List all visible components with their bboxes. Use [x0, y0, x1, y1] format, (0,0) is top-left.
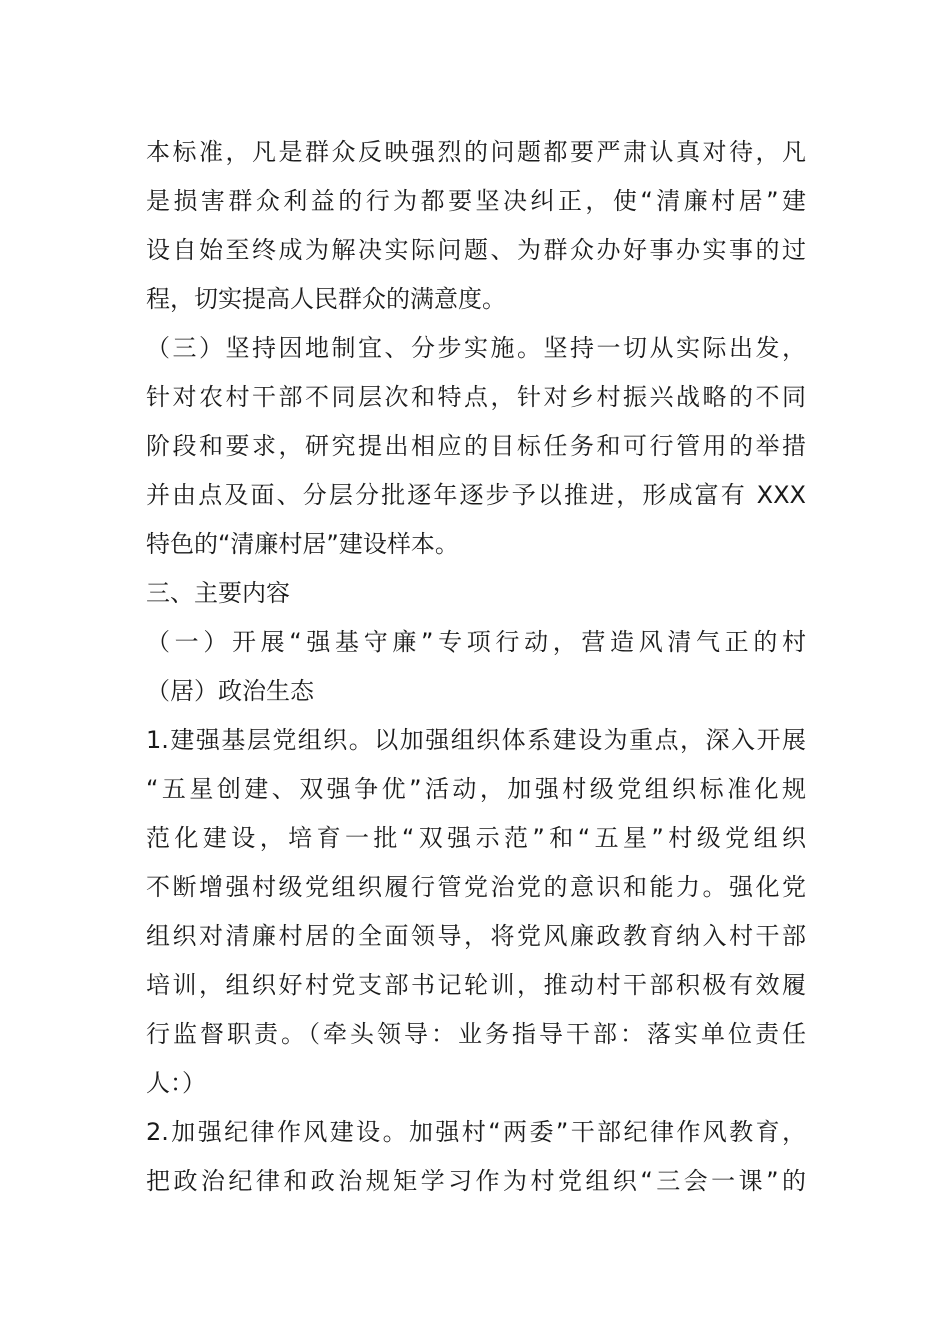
text-line: 针对农村干部不同层次和特点，针对乡村振兴战略的不同: [146, 383, 806, 411]
text-line: 阶段和要求，研究提出相应的目标任务和可行管用的举措: [146, 432, 806, 460]
text-line: （一）开展“强基守廉”专项行动，营造风清气正的村: [146, 628, 806, 656]
text-line: 并由点及面、分层分批逐年逐步予以推进，形成富有 XXX: [146, 481, 806, 509]
text-line: 把政治纪律和政治规矩学习作为村党组织“三会一课”的: [146, 1167, 806, 1195]
text-line: 不断增强村级党组织履行管党治党的意识和能力。强化党: [146, 873, 806, 901]
text-line: 程，切实提高人民群众的满意度。: [146, 285, 506, 313]
text-line: （居）政治生态: [146, 677, 314, 705]
text-line: 1.建强基层党组织。以加强组织体系建设为重点，深入开展: [146, 726, 806, 754]
text-line: 2.加强纪律作风建设。加强村“两委”干部纪律作风教育，: [146, 1118, 806, 1146]
text-line: 是损害群众利益的行为都要坚决纠正，使“清廉村居”建: [146, 187, 806, 215]
text-line: 人：）: [146, 1069, 206, 1097]
text-line: 培训，组织好村党支部书记轮训，推动村干部积极有效履: [146, 971, 806, 999]
text-line: 范化建设，培育一批“双强示范”和“五星”村级党组织: [146, 824, 806, 852]
text-line: 行监督职责。（牵头领导：业务指导干部：落实单位责任: [146, 1020, 806, 1048]
text-line: 本标准，凡是群众反映强烈的问题都要严肃认真对待，凡: [146, 138, 806, 166]
text-line: “五星创建、双强争优”活动，加强村级党组织标准化规: [146, 775, 806, 803]
text-line: 特色的“清廉村居”建设样本。: [146, 530, 459, 558]
document-page: [146, 128, 806, 1206]
text-line: 三、主要内容: [146, 579, 290, 607]
text-line: （三）坚持因地制宜、分步实施。坚持一切从实际出发，: [146, 334, 806, 362]
text-line: 组织对清廉村居的全面领导，将党风廉政教育纳入村干部: [146, 922, 806, 950]
text-line: 设自始至终成为解决实际问题、为群众办好事办实事的过: [146, 236, 806, 264]
